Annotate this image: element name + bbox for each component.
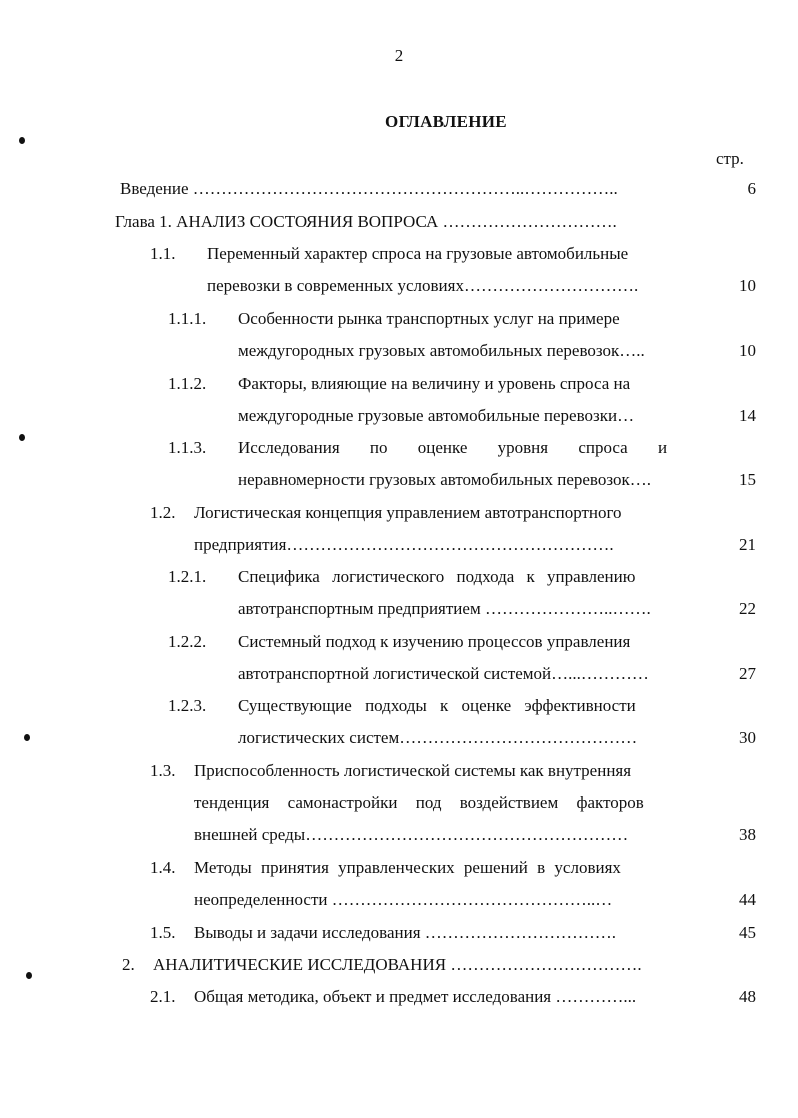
toc-entry-text: Общая методика, объект и предмет исследования …………... — [194, 987, 637, 1006]
toc-entry-introduction[interactable] — [120, 179, 690, 199]
toc-entry-text-cont: междугородных грузовых автомобильных перевозок….. — [238, 341, 645, 360]
toc-section-number: 1.3. — [150, 761, 176, 780]
toc-entry-text-cont: неравномерности грузовых автомобильных перевозок…. — [238, 470, 651, 489]
toc-entry-1-2-3[interactable] — [238, 696, 704, 716]
toc-section-number: 1.1.1. — [168, 309, 207, 328]
toc-entry-text: Существующие подходы к оценке эффективности — [238, 696, 636, 715]
toc-section-number: 1.1.2. — [168, 374, 207, 393]
toc-entry-text-cont: тенденция самонастройки под воздействием факторов — [194, 793, 644, 812]
binding-hole-mark — [26, 972, 32, 979]
toc-page-number: 10 — [739, 276, 756, 295]
toc-entry-1-1-2[interactable] — [238, 374, 704, 394]
toc-section-number: 1.4. — [150, 858, 176, 877]
toc-page-number: 22 — [739, 599, 756, 618]
toc-entry-text-cont: логистических систем…………………………………… — [238, 728, 638, 747]
toc-section-number: 1.1. — [150, 244, 176, 263]
toc-entry-text: Методы принятия управленческих решений в условиях — [194, 858, 621, 877]
toc-entry-1-2-1[interactable] — [238, 567, 704, 587]
toc-entry-chapter-1[interactable] — [115, 212, 705, 232]
toc-section-number: 2. — [122, 955, 135, 974]
toc-section-number: 2.1. — [150, 987, 176, 1006]
page-number: 2 — [394, 46, 404, 65]
toc-page-number: 14 — [739, 406, 756, 425]
toc-entry-text: Глава 1. АНАЛИЗ СОСТОЯНИЯ ВОПРОСА …………………………. — [115, 212, 617, 231]
toc-page-number: 38 — [739, 825, 756, 844]
toc-page-number: 44 — [739, 890, 756, 909]
toc-entry-1-1[interactable] — [207, 244, 704, 264]
toc-page-number: 10 — [739, 341, 756, 360]
toc-entry-text-cont: неопределенности ………………………………………..… — [194, 890, 613, 909]
toc-section-number: 1.2.2. — [168, 632, 207, 651]
toc-entry-text-cont: предприятия…………………………………………………. — [194, 535, 614, 554]
toc-entry-text: Факторы, влияющие на величину и уровень спроса на — [238, 374, 631, 393]
toc-entry-1-2-2[interactable] — [238, 632, 704, 652]
toc-entry-text: Специфика логистического подхода к управлению — [238, 567, 636, 586]
toc-entry-text: Выводы и задачи исследования ……………………………. — [194, 923, 617, 942]
toc-section-number: 1.2. — [150, 503, 176, 522]
toc-page-number: 27 — [739, 664, 756, 683]
toc-section-number: 1.2.1. — [168, 567, 207, 586]
toc-entry-text-cont: автотранспортным предприятием …………………..……. — [238, 599, 651, 618]
toc-entry-1-3[interactable] — [194, 761, 704, 781]
toc-entry-1-1-1[interactable] — [238, 309, 704, 329]
toc-entry-text: АНАЛИТИЧЕСКИЕ ИССЛЕДОВАНИЯ ……………………………. — [153, 955, 642, 974]
binding-hole-mark — [24, 734, 30, 741]
toc-entry-text: Системный подход к изучению процессов управления — [238, 632, 631, 651]
page-column-header: стр. — [716, 149, 744, 168]
toc-entry-text-cont: автотранспортной логистической системой…...………… — [238, 664, 649, 683]
toc-section-number: 1.5. — [150, 923, 176, 942]
toc-entry-text: Переменный характер спроса на грузовые автомобильные — [207, 244, 629, 263]
toc-section-number: 1.2.3. — [168, 696, 207, 715]
toc-entry-chapter-2[interactable] — [153, 955, 703, 975]
toc-entry-1-5[interactable] — [194, 923, 704, 943]
toc-entry-text-cont: перевозки в современных условиях…………………………. — [207, 276, 639, 295]
toc-entry-text: Приспособленность логистической системы как внутренняя — [194, 761, 632, 780]
toc-entry-1-4[interactable] — [194, 858, 704, 878]
toc-page-number: 21 — [739, 535, 756, 554]
toc-entry-text: Особенности рынка транспортных услуг на примере — [238, 309, 620, 328]
toc-entry-1-2[interactable] — [194, 503, 704, 523]
toc-page-number: 6 — [747, 179, 756, 198]
toc-entry-text-cont: внешней среды………………………………………………… — [194, 825, 629, 844]
toc-entry-text-cont: междугородные грузовые автомобильные перевозки… — [238, 406, 635, 425]
toc-entry-text: Логистическая концепция управлением автотранспортного — [194, 503, 622, 522]
toc-entry-text: Исследования по оценке уровня спроса и — [238, 438, 668, 457]
toc-page-number: 15 — [739, 470, 756, 489]
toc-entry-text: Введение …………………………………………………..…………….. — [120, 179, 618, 198]
toc-entry-2-1[interactable] — [194, 987, 704, 1007]
toc-page-number: 48 — [739, 987, 756, 1006]
binding-hole-mark — [19, 434, 25, 441]
toc-entry-1-1-3[interactable] — [238, 438, 704, 458]
toc-page-number: 45 — [739, 923, 756, 942]
toc-section-number: 1.1.3. — [168, 438, 207, 457]
toc-page-number: 30 — [739, 728, 756, 747]
page-title: ОГЛАВЛЕНИЕ — [385, 112, 507, 131]
binding-hole-mark — [19, 137, 25, 144]
